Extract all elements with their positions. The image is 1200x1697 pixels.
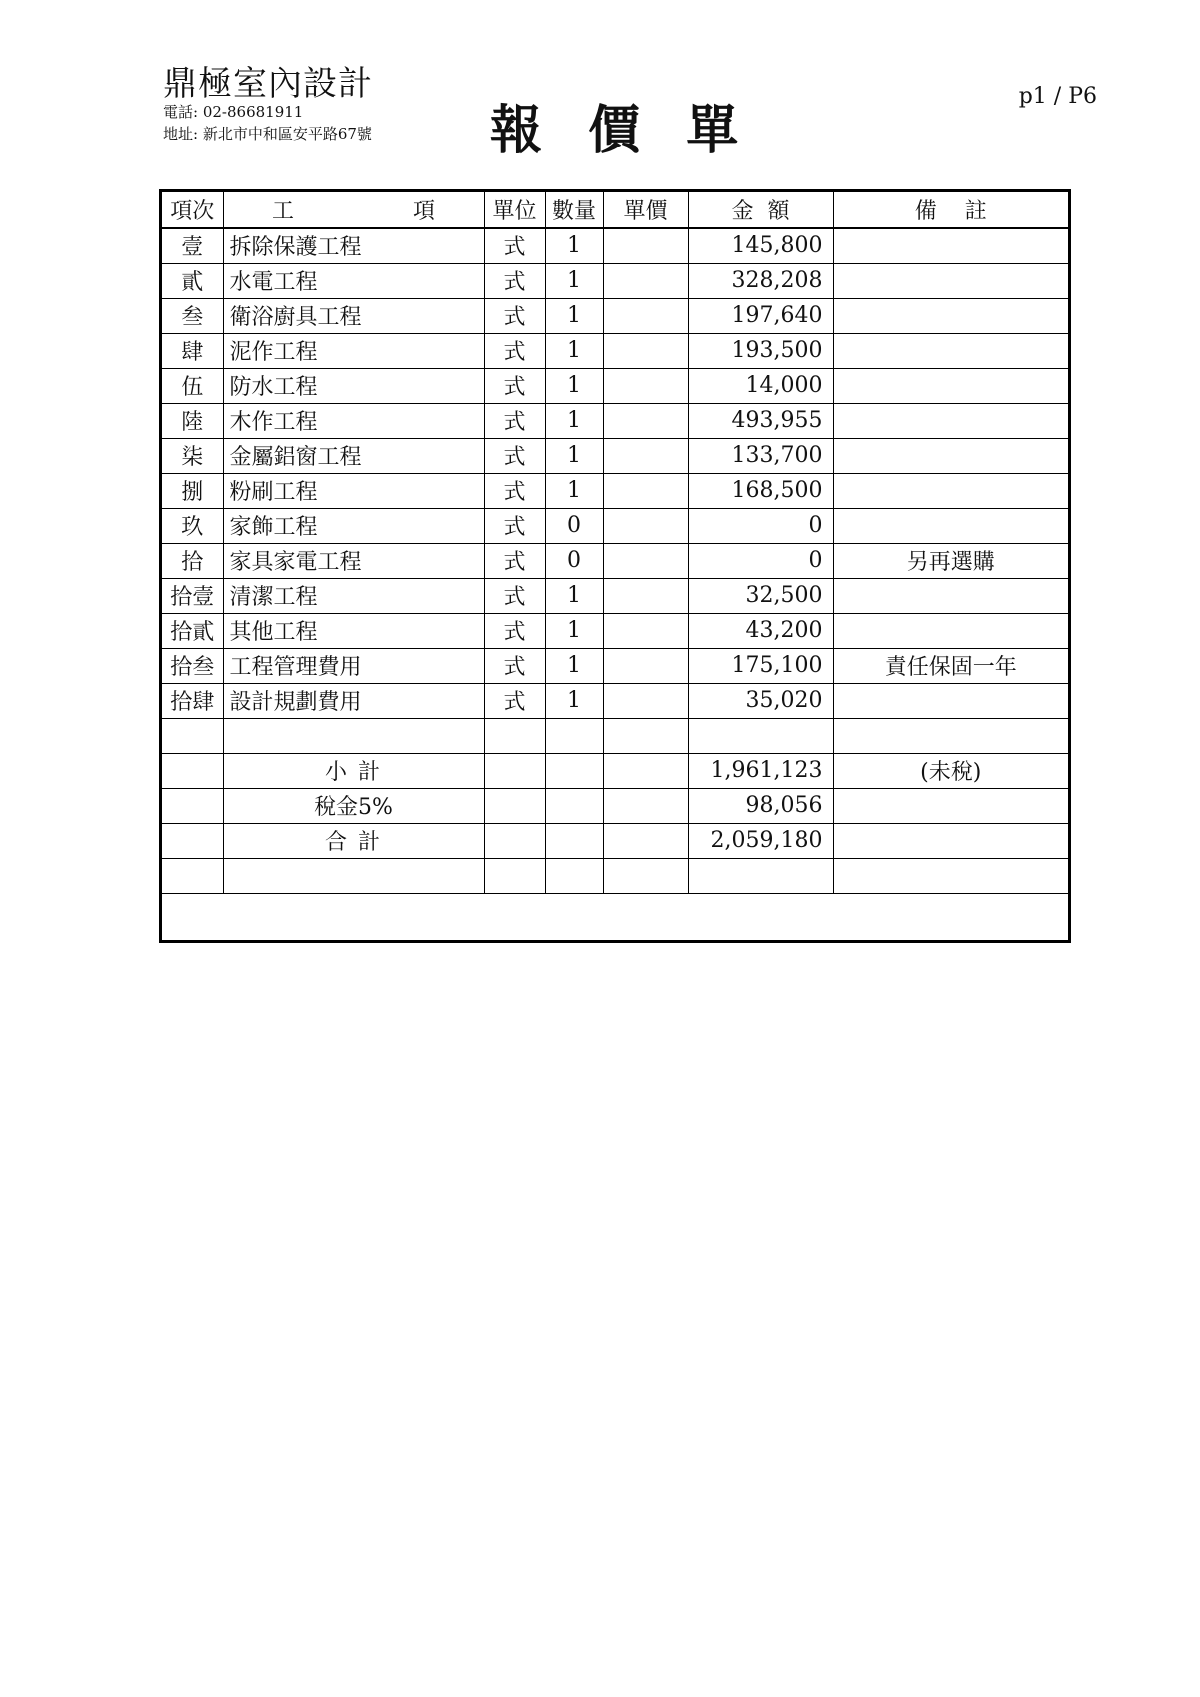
item-unit: 式 bbox=[484, 403, 545, 438]
item-quantity: 1 bbox=[545, 578, 603, 613]
table-row bbox=[162, 333, 1068, 368]
item-note bbox=[833, 368, 1068, 403]
item-unit: 式 bbox=[484, 648, 545, 683]
item-amount: 493,955 bbox=[688, 403, 833, 438]
column-header-amount: 金 額 bbox=[688, 192, 833, 228]
item-quantity: 0 bbox=[545, 543, 603, 578]
subtotal-note: (未稅) bbox=[833, 753, 1068, 788]
column-header-unit: 單位 bbox=[484, 192, 545, 228]
item-name: 工程管理費用 bbox=[223, 648, 484, 683]
table-row bbox=[162, 473, 1068, 508]
item-amount: 32,500 bbox=[688, 578, 833, 613]
item-name: 家飾工程 bbox=[223, 508, 484, 543]
table-row bbox=[162, 263, 1068, 298]
tax-label: 稅金5% bbox=[223, 788, 484, 823]
column-header-work-item-a: 工 bbox=[271, 199, 294, 224]
item-quantity: 1 bbox=[545, 438, 603, 473]
item-unit: 式 bbox=[484, 263, 545, 298]
table-header-row bbox=[162, 192, 1068, 228]
item-quantity: 0 bbox=[545, 508, 603, 543]
item-note bbox=[833, 438, 1068, 473]
item-quantity: 1 bbox=[545, 263, 603, 298]
item-index: 肆 bbox=[162, 333, 223, 368]
item-index: 拾壹 bbox=[162, 578, 223, 613]
total-amount: 2,059,180 bbox=[688, 823, 833, 858]
table-row bbox=[162, 613, 1068, 648]
item-quantity: 1 bbox=[545, 648, 603, 683]
table-row bbox=[162, 298, 1068, 333]
item-index: 拾叁 bbox=[162, 648, 223, 683]
item-unit-price bbox=[603, 438, 688, 473]
subtotal-row bbox=[162, 753, 1068, 788]
column-header-work-item bbox=[223, 192, 484, 228]
item-note bbox=[833, 403, 1068, 438]
item-amount: 197,640 bbox=[688, 298, 833, 333]
item-quantity: 1 bbox=[545, 683, 603, 718]
item-name: 金屬鋁窗工程 bbox=[223, 438, 484, 473]
item-unit-price bbox=[603, 298, 688, 333]
item-amount: 0 bbox=[688, 543, 833, 578]
item-index: 捌 bbox=[162, 473, 223, 508]
table-row-blank bbox=[162, 858, 1068, 893]
page-number: p1 / P6 bbox=[1018, 84, 1097, 109]
item-index: 玖 bbox=[162, 508, 223, 543]
item-amount: 175,100 bbox=[688, 648, 833, 683]
item-note bbox=[833, 263, 1068, 298]
item-note bbox=[833, 578, 1068, 613]
item-amount: 328,208 bbox=[688, 263, 833, 298]
item-quantity: 1 bbox=[545, 298, 603, 333]
table-row bbox=[162, 228, 1068, 263]
item-amount: 43,200 bbox=[688, 613, 833, 648]
item-unit: 式 bbox=[484, 473, 545, 508]
column-header-index: 項次 bbox=[162, 192, 223, 228]
item-name: 防水工程 bbox=[223, 368, 484, 403]
item-quantity: 1 bbox=[545, 333, 603, 368]
item-unit: 式 bbox=[484, 438, 545, 473]
item-unit: 式 bbox=[484, 578, 545, 613]
item-unit: 式 bbox=[484, 508, 545, 543]
item-index: 拾 bbox=[162, 543, 223, 578]
item-unit-price bbox=[603, 578, 688, 613]
item-unit-price bbox=[603, 473, 688, 508]
column-header-notes: 備 註 bbox=[833, 192, 1068, 228]
item-name: 泥作工程 bbox=[223, 333, 484, 368]
item-note: 另再選購 bbox=[833, 543, 1068, 578]
item-amount: 145,800 bbox=[688, 228, 833, 263]
quotation-table bbox=[162, 192, 1068, 929]
item-note bbox=[833, 333, 1068, 368]
item-unit: 式 bbox=[484, 613, 545, 648]
item-name: 家具家電工程 bbox=[223, 543, 484, 578]
item-note bbox=[833, 228, 1068, 263]
item-note bbox=[833, 473, 1068, 508]
table-row bbox=[162, 508, 1068, 543]
item-unit-price bbox=[603, 368, 688, 403]
table-row bbox=[162, 543, 1068, 578]
item-index: 拾肆 bbox=[162, 683, 223, 718]
item-index: 柒 bbox=[162, 438, 223, 473]
item-name: 衛浴廚具工程 bbox=[223, 298, 484, 333]
item-amount: 35,020 bbox=[688, 683, 833, 718]
item-index: 伍 bbox=[162, 368, 223, 403]
total-row bbox=[162, 823, 1068, 858]
item-index: 叁 bbox=[162, 298, 223, 333]
item-note: 責任保固一年 bbox=[833, 648, 1068, 683]
item-index: 陸 bbox=[162, 403, 223, 438]
table-row bbox=[162, 438, 1068, 473]
column-header-work-item-b: 項 bbox=[413, 199, 436, 224]
item-unit: 式 bbox=[484, 368, 545, 403]
item-unit: 式 bbox=[484, 543, 545, 578]
item-unit: 式 bbox=[484, 298, 545, 333]
item-name: 其他工程 bbox=[223, 613, 484, 648]
item-name: 拆除保護工程 bbox=[223, 228, 484, 263]
column-header-quantity: 數量 bbox=[545, 192, 603, 228]
item-amount: 168,500 bbox=[688, 473, 833, 508]
item-unit: 式 bbox=[484, 683, 545, 718]
subtotal-label: 小 計 bbox=[223, 753, 484, 788]
item-amount: 0 bbox=[688, 508, 833, 543]
item-name: 設計規劃費用 bbox=[223, 683, 484, 718]
item-unit-price bbox=[603, 403, 688, 438]
table-row bbox=[162, 648, 1068, 683]
item-name: 木作工程 bbox=[223, 403, 484, 438]
item-note bbox=[833, 508, 1068, 543]
item-unit-price bbox=[603, 228, 688, 263]
item-note bbox=[833, 683, 1068, 718]
tax-row bbox=[162, 788, 1068, 823]
item-note bbox=[833, 298, 1068, 333]
document-title: 報 價 單 bbox=[490, 101, 753, 161]
table-row bbox=[162, 403, 1068, 438]
item-quantity: 1 bbox=[545, 473, 603, 508]
quotation-table-frame bbox=[159, 189, 1071, 943]
item-unit-price bbox=[603, 683, 688, 718]
item-quantity: 1 bbox=[545, 403, 603, 438]
subtotal-amount: 1,961,123 bbox=[688, 753, 833, 788]
item-amount: 133,700 bbox=[688, 438, 833, 473]
item-index: 壹 bbox=[162, 228, 223, 263]
table-row-blank bbox=[162, 718, 1068, 753]
table-row bbox=[162, 368, 1068, 403]
item-amount: 193,500 bbox=[688, 333, 833, 368]
item-index: 貳 bbox=[162, 263, 223, 298]
item-unit-price bbox=[603, 508, 688, 543]
total-label: 合 計 bbox=[223, 823, 484, 858]
item-quantity: 1 bbox=[545, 368, 603, 403]
tax-amount: 98,056 bbox=[688, 788, 833, 823]
company-name: 鼎極室內設計 bbox=[163, 64, 373, 104]
item-unit-price bbox=[603, 613, 688, 648]
item-unit-price bbox=[603, 263, 688, 298]
item-name: 粉刷工程 bbox=[223, 473, 484, 508]
table-row bbox=[162, 683, 1068, 718]
item-name: 清潔工程 bbox=[223, 578, 484, 613]
item-note bbox=[833, 613, 1068, 648]
company-address: 地址: 新北市中和區安平路67號 bbox=[163, 125, 372, 143]
item-unit: 式 bbox=[484, 333, 545, 368]
item-unit-price bbox=[603, 543, 688, 578]
item-unit: 式 bbox=[484, 228, 545, 263]
item-amount: 14,000 bbox=[688, 368, 833, 403]
table-row bbox=[162, 578, 1068, 613]
item-unit-price bbox=[603, 333, 688, 368]
item-index: 拾貳 bbox=[162, 613, 223, 648]
table-footer-row bbox=[162, 893, 1068, 929]
item-quantity: 1 bbox=[545, 228, 603, 263]
company-phone: 電話: 02-86681911 bbox=[163, 103, 304, 121]
column-header-unit-price: 單價 bbox=[603, 192, 688, 228]
item-name: 水電工程 bbox=[223, 263, 484, 298]
item-quantity: 1 bbox=[545, 613, 603, 648]
item-unit-price bbox=[603, 648, 688, 683]
